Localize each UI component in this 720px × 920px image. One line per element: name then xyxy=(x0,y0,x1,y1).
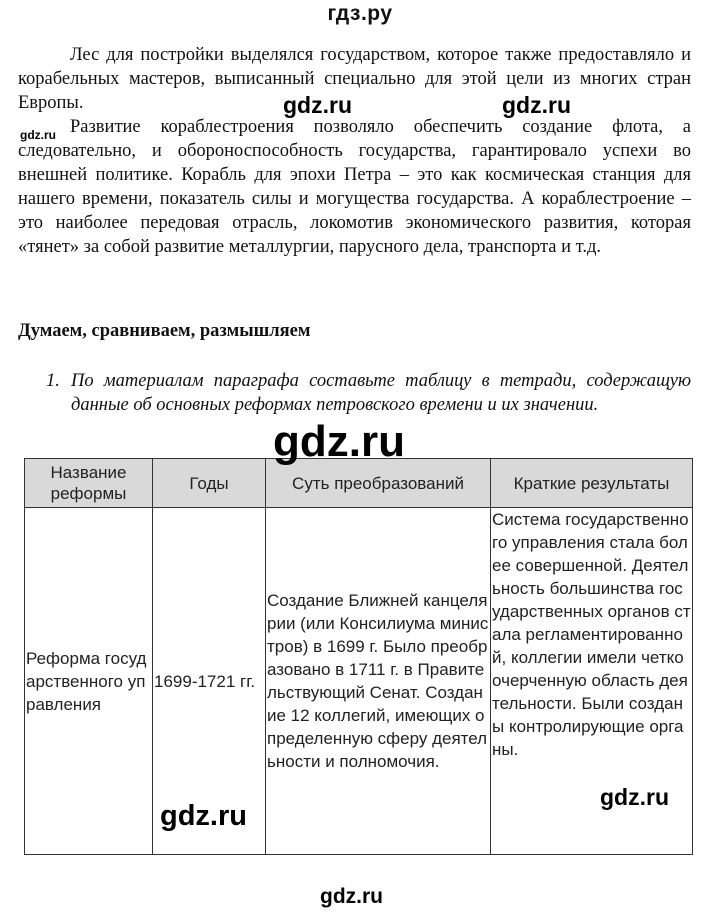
watermark-a: gdz.ru xyxy=(283,92,352,118)
watermark-big: gdz.ru xyxy=(273,417,405,466)
watermark-small: gdz.ru xyxy=(20,128,56,142)
task-item xyxy=(46,369,691,417)
table-row xyxy=(25,508,693,855)
watermark-b: gdz.ru xyxy=(502,92,571,118)
watermark-d: gdz.ru xyxy=(600,784,669,810)
reform-essence-cell: Создание Ближней канцелярии (или Консилиума министров) в 1699 г. Было преобразовано в 1711 г. в Правительствующий Сенат. Создание 12 коллегий, имеющих определенную сферу деятельности и полномочия. xyxy=(266,508,491,855)
watermark-c: gdz.ru xyxy=(160,800,247,832)
body-text xyxy=(18,43,691,259)
reform-name-cell: Реформа государственного управления xyxy=(25,508,153,855)
reform-years-cell: 1699-1721 гг. xyxy=(153,508,266,855)
paragraph-1: Лес для постройки выделялся государством, которое также предоставляло и корабельных мастеров, выписанный специально для этой цели из многих стран Европы. xyxy=(18,45,691,113)
col-header-name: Название реформы xyxy=(25,459,153,508)
section-heading: Думаем, сравниваем, размышляем xyxy=(18,321,311,341)
task-text: По материалам параграфа составьте таблицу в тетради, содержащую данные об основных реформах петровского времени и их значении. xyxy=(71,371,691,415)
task-number: 1. xyxy=(46,371,60,391)
paragraph-2: Развитие кораблестроения позволяло обеспечить создание флота, а следовательно, и обороноспособность государства, гарантировало успехи во внешней политике. Корабль для эпохи Петра – это как космическая станция для нашего времени, показатель силы и могущества государства. А кораблестроение – это наиболее передовая отрасль, локомотив экономического развития, которая «тянет» за собой развитие металлургии, парусного дела, транспорта и т.д. xyxy=(18,117,691,257)
col-header-years: Годы xyxy=(153,459,266,508)
watermark-footer: gdz.ru xyxy=(320,885,383,908)
reform-results-cell: Система государственного управления стала более совершенной. Деятельность большинства государственных органов стала регламентированной, коллегии имели четко очерченную область деятельности. Были созданы контролирующие органы. xyxy=(491,508,693,855)
col-header-results: Краткие результаты xyxy=(491,459,693,508)
col-header-essence: Суть преобразований xyxy=(266,459,491,508)
site-header: гдз.ру xyxy=(327,2,393,25)
reforms-table xyxy=(24,458,693,855)
